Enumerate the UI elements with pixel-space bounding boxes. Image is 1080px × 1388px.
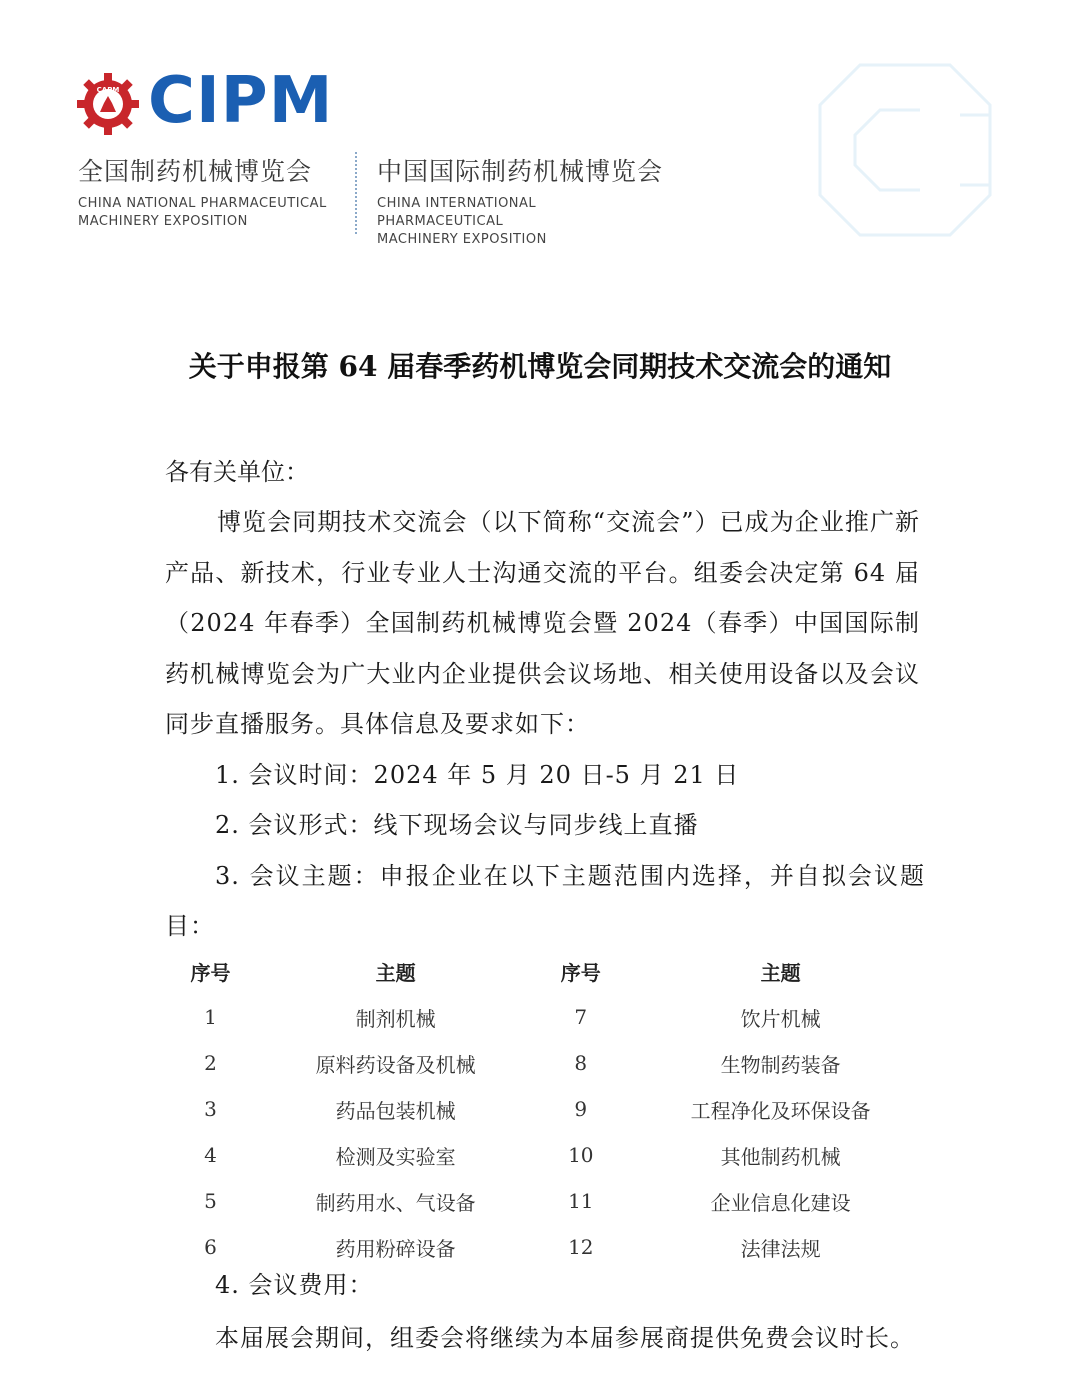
table-cell: 12 bbox=[568, 1235, 594, 1259]
table-cell: 检测及实验室 bbox=[335, 1144, 456, 1169]
table-cell: 11 bbox=[568, 1189, 594, 1213]
item-meeting-format bbox=[165, 800, 925, 850]
item-meeting-time bbox=[165, 750, 925, 800]
table-row bbox=[160, 1086, 930, 1132]
item-label: 会议形式： bbox=[248, 811, 374, 839]
item-text: 2024 年 5 月 20 日-5 月 21 日 bbox=[373, 761, 740, 789]
table-cell: 8 bbox=[574, 1051, 588, 1075]
table-cell: 其他制药机械 bbox=[720, 1144, 841, 1169]
org-name-international-en bbox=[377, 195, 647, 249]
org-en-line: MACHINERY EXPOSITION bbox=[377, 232, 547, 247]
table-cell: 药用粉碎设备 bbox=[335, 1236, 456, 1261]
table-row bbox=[160, 1132, 930, 1178]
table-header: 主题 bbox=[375, 960, 416, 985]
org-name-national-en bbox=[78, 195, 348, 231]
table-cell: 4 bbox=[204, 1143, 217, 1167]
item-meeting-fee bbox=[165, 1265, 374, 1300]
item-number: 3. bbox=[215, 862, 240, 890]
item-label: 会议费用： bbox=[248, 1271, 374, 1299]
table-header-row bbox=[160, 948, 930, 994]
table-cell: 5 bbox=[204, 1189, 217, 1213]
table-cell: 10 bbox=[568, 1143, 594, 1167]
table-row bbox=[160, 1178, 930, 1224]
table-cell: 制药用水、气设备 bbox=[315, 1190, 476, 1215]
table-header: 主题 bbox=[760, 960, 801, 985]
watermark-logo-icon bbox=[800, 55, 1010, 245]
capm-gear-logo-icon bbox=[76, 72, 140, 136]
item-label: 会议时间： bbox=[248, 761, 374, 789]
table-cell: 原料药设备及机械 bbox=[315, 1052, 476, 1077]
table-cell: 1 bbox=[204, 1005, 217, 1029]
table-cell: 企业信息化建设 bbox=[710, 1190, 851, 1215]
table-cell: 3 bbox=[204, 1097, 217, 1121]
item-text: 线下现场会议与同步线上直播 bbox=[373, 811, 699, 839]
item-number: 4. bbox=[215, 1271, 240, 1299]
org-name-national-cn: 全国制药机械博览会 bbox=[78, 157, 313, 186]
item-number: 1. bbox=[215, 761, 240, 789]
table-cell: 饮片机械 bbox=[740, 1006, 821, 1031]
table-cell: 法律法规 bbox=[740, 1236, 821, 1261]
fee-text: 本届展会期间，组委会将继续为本届参展商提供免费会议时长。 bbox=[215, 1324, 915, 1352]
table-cell: 9 bbox=[574, 1097, 588, 1121]
item-label: 会议主题： bbox=[249, 862, 380, 890]
org-en-line: CHINA INTERNATIONAL PHARMACEUTICAL bbox=[377, 196, 537, 229]
table-cell: 制剂机械 bbox=[355, 1006, 436, 1031]
table-cell: 7 bbox=[574, 1005, 588, 1029]
item-meeting-topic bbox=[165, 851, 925, 951]
org-name-international-cn: 中国国际制药机械博览会 bbox=[377, 157, 664, 186]
org-en-line: CHINA NATIONAL PHARMACEUTICAL bbox=[78, 196, 327, 211]
table-header: 序号 bbox=[560, 960, 601, 985]
salutation: 各有关单位： bbox=[165, 458, 309, 486]
cipm-logo-text: CIPM bbox=[148, 64, 334, 138]
table-cell: 工程净化及环保设备 bbox=[690, 1098, 871, 1123]
topics-table bbox=[160, 948, 930, 1270]
table-row bbox=[160, 1040, 930, 1086]
intro-paragraph: 博览会同期技术交流会（以下简称“交流会”）已成为企业推广新产品、新技术，行业专业人士沟通交流的平台。组委会决定第 64 届（2024 年春季）全国制药机械博览会暨 2024（春季）中国国际制药机械博览会为广大业内企业提供会议场地、相关使用设备以及会议同步直播服务。具体信息及要求如下： bbox=[165, 508, 920, 738]
item-number: 2. bbox=[215, 811, 240, 839]
table-cell: 6 bbox=[204, 1235, 217, 1259]
header-divider bbox=[355, 152, 357, 234]
table-row bbox=[160, 1224, 930, 1270]
org-en-line: MACHINERY EXPOSITION bbox=[78, 214, 248, 229]
emblem-text: CAPM bbox=[96, 86, 120, 94]
item-text: 申报企业在以下主题范围内选择，并自拟会议题目： bbox=[165, 862, 926, 940]
table-cell: 药品包装机械 bbox=[335, 1098, 456, 1123]
document-title: 关于申报第 64 届春季药机博览会同期技术交流会的通知 bbox=[188, 350, 892, 383]
table-cell: 生物制药装备 bbox=[720, 1052, 841, 1077]
table-header: 序号 bbox=[190, 960, 231, 985]
table-cell: 2 bbox=[204, 1051, 217, 1075]
table-row bbox=[160, 994, 930, 1040]
